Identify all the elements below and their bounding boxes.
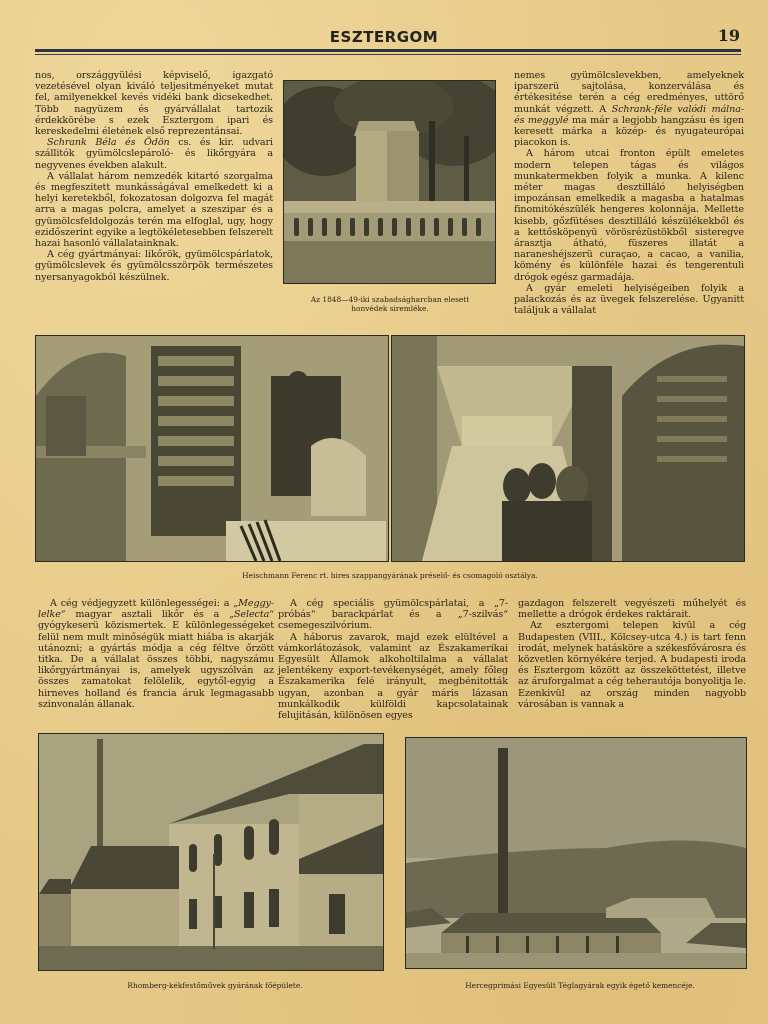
rhomberg-image (39, 734, 383, 970)
monument-caption: Az 1848—49-iki szabadságharcban elesett honvédek siremléke. (310, 295, 470, 313)
paragraph-text: nemes gyümölcslevekben, amelyeknek iparszerü sajtolása, konzerválása és értékesitése terén a cég eredményes, uttörő munkát végzett. A (514, 70, 744, 115)
paragraph-text: magyar asztali likőr és a (65, 609, 230, 621)
soap-factory-press-photo (35, 335, 389, 562)
paragraph-text: cs. és kir. udvari szállitók gyümölcslepároló- és likőrgyára a negyvenes években alakult. (35, 137, 273, 171)
packing-room-image (392, 336, 744, 561)
rhomberg-building-photo (38, 733, 384, 971)
brickworks-image (406, 738, 746, 968)
italic-brand: Schrank-féle valódi málna- és meggylé (514, 103, 744, 126)
bottom-left-column (38, 598, 274, 710)
italic-brand: „Selecta“ (229, 609, 274, 621)
paragraph: A cég gyártmányai: likőrök, gyümölcspárlatok, gyümölcslevek és gyümölcsszörpök természetes nyersanyagokból készülnek. (35, 249, 273, 283)
paragraph-text: gyógykeserü közismertek. E különlegességeket felül nem mult minőségük miatt hiába is akarják utánozni; a gyártás módja a cég féltve őrzött titka. De a vállalat összes többi, nagyszámu likőrgyártmányai is, amelyek ugyszólván az összes zamatokat felölelik, egytől-egyig a hirneves holland és francia áruk legmagasabb szinvonalán állanak. (38, 620, 274, 710)
paragraph: gazdagon felszerelt vegyészeti műhelyét és mellette a drógok érdekes raktárait. (518, 598, 746, 621)
press-room-image (36, 336, 388, 561)
top-left-column (35, 70, 273, 283)
soap-factory-packing-photo (391, 335, 745, 562)
bottom-right-column (518, 598, 746, 710)
monument-photo (283, 80, 496, 284)
paragraph (514, 70, 744, 148)
paragraph: A gyár emeleti helyiségeiben folyik a palackozás és az üvegek felszerelése. Ugyanitt találjuk a vállalat (514, 282, 744, 317)
header-title: ESZTERGOM (329, 28, 439, 46)
brickworks-kiln-photo (405, 737, 747, 969)
paragraph (35, 137, 273, 171)
soap-factory-caption: Heischmann Ferenc rt. hires szappangyárának préselő- és csomagoló osztálya. (242, 571, 538, 580)
header-rule-thick (35, 49, 741, 52)
paragraph: nos, országgyülési képviselő, igazgató vezetésével olyan kiváló teljesitményeket mutat fel, amilyenekkel kevés vidéki bank dicsekedhet. Több nagyüzem és gyárvállalat tartozik érdekkörébe s ezek Esztergom ipari és kereskedelmi életének első reprezentánsai. (35, 70, 273, 138)
top-right-column (514, 70, 744, 316)
paragraph: Az esztergomi telepen kivül a cég Budapesten (VIII., Kölcsey-utca 4.) is tart fenn irodát, melynek hatásköre a székesfővárosra és közvetlen környékére terjed. A budapesti iroda és Esztergom között az összeköttetést, illetve az áruforgalmat a cég teherautója bonyolitja le. Ezenkivül az ország minden nagyobb városában is vannak a (518, 620, 746, 710)
italic-name: Schrank Béla és Ödön (47, 137, 170, 149)
italic-brand: „Meggy-lelke“ (38, 598, 274, 621)
header-rule-thin (35, 54, 741, 55)
paragraph-text: A cég védjegyzett különlegességei: a (50, 598, 234, 609)
paragraph-text: ma már a legjobb hangzásu és igen keresett márka a közép- és nyugateurópai piacokon is. (514, 114, 745, 149)
paragraph (38, 598, 274, 710)
brickworks-caption: Hercegprimási Egyesült Téglagyárak egyik égető kemencéje. (465, 981, 695, 990)
paragraph: A cég speciális gyümölcspárlatai, a „7-próbás“ barackpárlat és a „7-szilvás“ csemegeszilvórium. (278, 598, 508, 632)
paragraph: A háborus zavarok, majd ezek elültével a vámkorlátozások, valamint az Északamerikai Egyesült Államok alkoholtilalma a vállalat jelentékeny export-tevékenységét, amely főleg Északamerika felé irányult, megbénitották ugyan, azonban a gyár máris lázasan munkálkodik külföldi kapcsolatainak felujitásán, különösen egyes (278, 631, 508, 722)
rhomberg-caption: Rhomberg-kékfestőművek gyárának főépülete. (127, 981, 303, 990)
bottom-middle-column (278, 598, 508, 721)
page-number: 19 (717, 26, 740, 45)
paragraph: A három utcai fronton épült emeletes modern telepen tágas és világos munkatermekben folyik a munka. A kilenc méter magas desztilláló helyiségben impozánsan emelkedik a magasba a hatalmas finomitókészülék hengeres kolonnája. Mellette kisebb, gőzfütéses desztilláló készülékekből és a kettősköpenyü vörösrézüstökből sisteregve árasztja átható, füszeres illatát a naraneshéjszerü curaçao, a cacao, a vanilia, kömény és különféle hazai és tengerentuli drógok egész garmadája. (514, 148, 744, 283)
monument-image (284, 81, 495, 283)
paragraph: A vállalat három nemzedék kitartó szorgalma és megfeszitett munkásságával emelkedett ki a helyi keretekből, fokozatosan dolgozva fel magát arra a magas polcra, amelyet a szeszipar és a gyümölcsfeldolgozás terén ma elfoglal, ugy, hogy ezidőszerint egyike a legtökéletesebben felszerelt hazai hasonló vállalatainknak. (35, 170, 273, 250)
